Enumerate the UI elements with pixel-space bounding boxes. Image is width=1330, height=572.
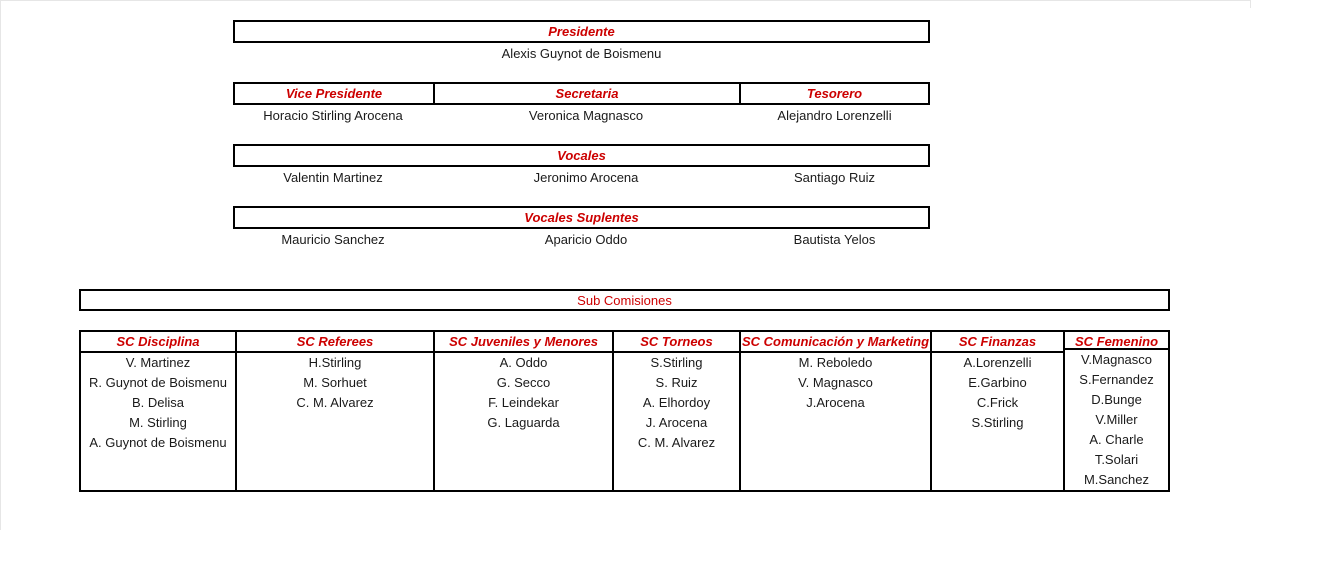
sc-comunicacion-header: SC Comunicación y Marketing: [741, 332, 930, 353]
sc-comunicacion-column: [739, 332, 930, 490]
officers-names-row: [233, 106, 930, 126]
sc-referees-member: H.Stirling: [308, 355, 362, 370]
sc-disciplina-member: A. Guynot de Boismenu: [89, 435, 227, 450]
sc-juveniles-header: SC Juveniles y Menores: [435, 332, 612, 353]
sc-femenino-member: S.Fernandez: [1079, 372, 1154, 387]
sc-disciplina-member: R. Guynot de Boismenu: [88, 375, 228, 390]
sc-juveniles-member: F. Leindekar: [488, 395, 559, 410]
sc-referees-member: C. M. Alvarez: [296, 395, 374, 410]
sc-referees-header: SC Referees: [237, 332, 433, 353]
sc-finanzas-header: SC Finanzas: [932, 332, 1063, 353]
secretaria-header: Secretaria: [433, 84, 739, 103]
sc-finanzas-member: E.Garbino: [968, 375, 1027, 390]
sc-juveniles-member: A. Oddo: [499, 355, 548, 370]
sc-disciplina-member: B. Delisa: [131, 395, 185, 410]
sc-juveniles-column: [433, 332, 612, 490]
sc-disciplina-column: [81, 332, 235, 490]
sc-referees-column: [235, 332, 433, 490]
vocal-suplente-name: Mauricio Sanchez: [281, 232, 385, 247]
sc-disciplina-header: SC Disciplina: [81, 332, 235, 353]
sc-comunicacion-member: M. Reboledo: [798, 355, 873, 370]
vocal-name: Santiago Ruiz: [794, 170, 875, 185]
sc-torneos-column: [612, 332, 739, 490]
sub-comisiones-table: [79, 330, 1170, 492]
sc-referees-member: M. Sorhuet: [303, 375, 367, 390]
tesorero-name: Alejandro Lorenzelli: [777, 108, 892, 123]
sc-torneos-member: S.Stirling: [650, 355, 703, 370]
vocal-suplente-name: Aparicio Oddo: [544, 232, 628, 247]
sub-comisiones-header: Sub Comisiones: [79, 289, 1170, 311]
sc-femenino-member: T.Solari: [1094, 452, 1139, 467]
sc-femenino-member: V.Magnasco: [1080, 352, 1153, 367]
sheet-edge-top: [0, 0, 1250, 1]
sc-torneos-header: SC Torneos: [614, 332, 739, 353]
vocal-name: Jeronimo Arocena: [533, 170, 639, 185]
sc-comunicacion-member: J.Arocena: [806, 395, 865, 410]
sc-femenino-member: V.Miller: [1095, 412, 1138, 427]
vice-presidente-header: Vice Presidente: [285, 86, 383, 101]
sc-femenino-member: M.Sanchez: [1083, 472, 1150, 487]
sc-juveniles-member: G. Secco: [496, 375, 551, 390]
vocal-suplente-name: Bautista Yelos: [793, 232, 876, 247]
vocales-suplentes-header: Vocales Suplentes: [233, 206, 930, 229]
secretaria-name: Veronica Magnasco: [528, 108, 644, 123]
vocales-header: Vocales: [233, 144, 930, 167]
sc-femenino-member: D.Bunge: [1091, 392, 1142, 407]
tesorero-header: Tesorero: [739, 84, 928, 103]
sc-finanzas-member: A.Lorenzelli: [963, 355, 1032, 370]
vocales-names-row: [233, 168, 930, 188]
sc-disciplina-member: M. Stirling: [129, 415, 187, 430]
officers-header-row: [233, 82, 930, 105]
sheet-edge-left: [0, 0, 1, 530]
sc-torneos-member: S. Ruiz: [655, 375, 698, 390]
sc-torneos-member: J. Arocena: [645, 415, 708, 430]
sc-femenino-member: A. Charle: [1089, 432, 1144, 447]
sc-disciplina-member: V. Martinez: [125, 355, 191, 370]
vocal-name: Valentin Martinez: [283, 170, 383, 185]
presidente-name: Alexis Guynot de Boismenu: [501, 46, 662, 61]
sheet-edge-right: [1250, 0, 1251, 8]
vice-presidente-name: Horacio Stirling Arocena: [263, 108, 403, 123]
sc-comunicacion-member: V. Magnasco: [798, 375, 873, 390]
presidente-header: Presidente: [233, 20, 930, 43]
sc-juveniles-member: G. Laguarda: [487, 415, 560, 430]
sc-finanzas-member: C.Frick: [976, 395, 1019, 410]
sc-finanzas-member: S.Stirling: [971, 415, 1024, 430]
sc-finanzas-column: [930, 332, 1063, 490]
sc-femenino-column: [1063, 332, 1168, 490]
sc-femenino-header: SC Femenino: [1065, 332, 1168, 350]
sc-torneos-member: A. Elhordoy: [642, 395, 711, 410]
vocales-suplentes-names-row: [233, 230, 930, 250]
sc-torneos-member: C. M. Alvarez: [637, 435, 716, 450]
